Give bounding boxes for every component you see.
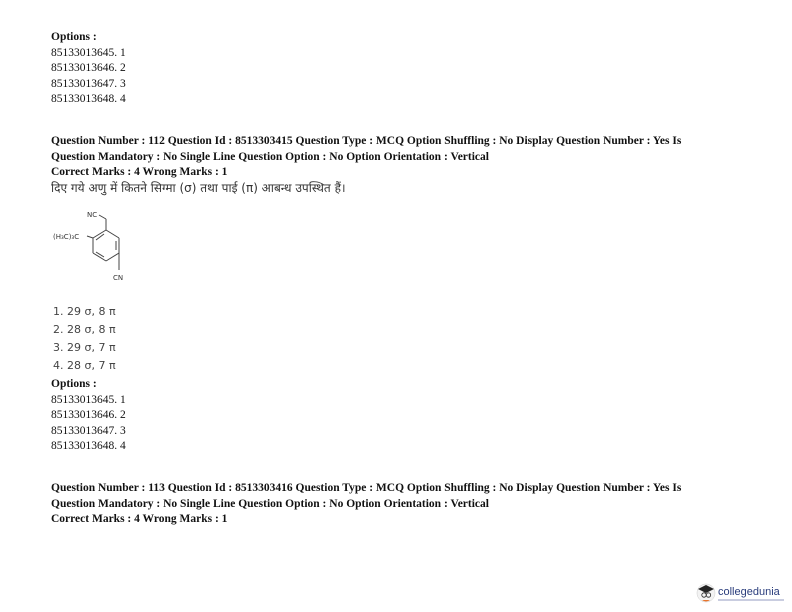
- option-item: 85133013646. 2: [51, 62, 126, 74]
- question-112-text: दिए गये अणु में कितने सिग्मा (σ) तथा पाई (π) आबन्ध उपस्थित हैं।: [51, 181, 346, 195]
- option-item: 85133013647. 3: [51, 77, 126, 90]
- options-label: Options :: [51, 31, 97, 43]
- marks-line: Correct Marks : 4 Wrong Marks : 1: [51, 166, 228, 178]
- choice-item: 2. 28 σ, 8 π: [53, 323, 116, 336]
- option-item: 85133013645. 1: [51, 46, 126, 59]
- options-block-112: [51, 377, 126, 455]
- option-item: 85133013648. 4: [51, 93, 126, 105]
- option-item: 85133013647. 3: [51, 424, 126, 437]
- question-112-header: [51, 134, 731, 181]
- question-header-line: Question Mandatory : No Single Line Question Option : No Option Orientation : Vertical: [51, 497, 489, 510]
- logo-text: collegedunia: [718, 586, 780, 598]
- option-item: 85133013646. 2: [51, 409, 126, 421]
- choice-item: 4. 28 σ, 7 π: [53, 359, 116, 372]
- nitrile-label: NC: [87, 211, 98, 219]
- option-item: 85133013645. 1: [51, 393, 126, 406]
- cyano-label: CN: [113, 274, 124, 282]
- molecule-structure: [51, 206, 161, 294]
- question-header-line: Question Number : 112 Question Id : 8513303415 Question Type : MCQ Option Shuffling : No Display Question Number : Yes Is: [51, 135, 682, 147]
- question-header-line: Question Mandatory : No Single Line Question Option : No Option Orientation : Vertical: [51, 150, 489, 163]
- question-header-line: Question Number : 113 Question Id : 8513303416 Question Type : MCQ Option Shuffling : No Display Question Number : Yes Is: [51, 482, 682, 494]
- marks-line: Correct Marks : 4 Wrong Marks : 1: [51, 513, 228, 525]
- question-113-header: [51, 481, 731, 528]
- graduation-cap-icon: [697, 584, 715, 602]
- options-block-previous: [51, 30, 126, 108]
- choice-item: 3. 29 σ, 7 π: [53, 341, 116, 354]
- tert-butyl-label: (H₃C)₃C: [53, 233, 80, 241]
- choice-item: 1. 29 σ, 8 π: [53, 305, 116, 318]
- collegedunia-logo: [696, 580, 788, 606]
- options-label: Options :: [51, 378, 97, 390]
- option-item: 85133013648. 4: [51, 440, 126, 452]
- question-112-choices: [53, 303, 116, 375]
